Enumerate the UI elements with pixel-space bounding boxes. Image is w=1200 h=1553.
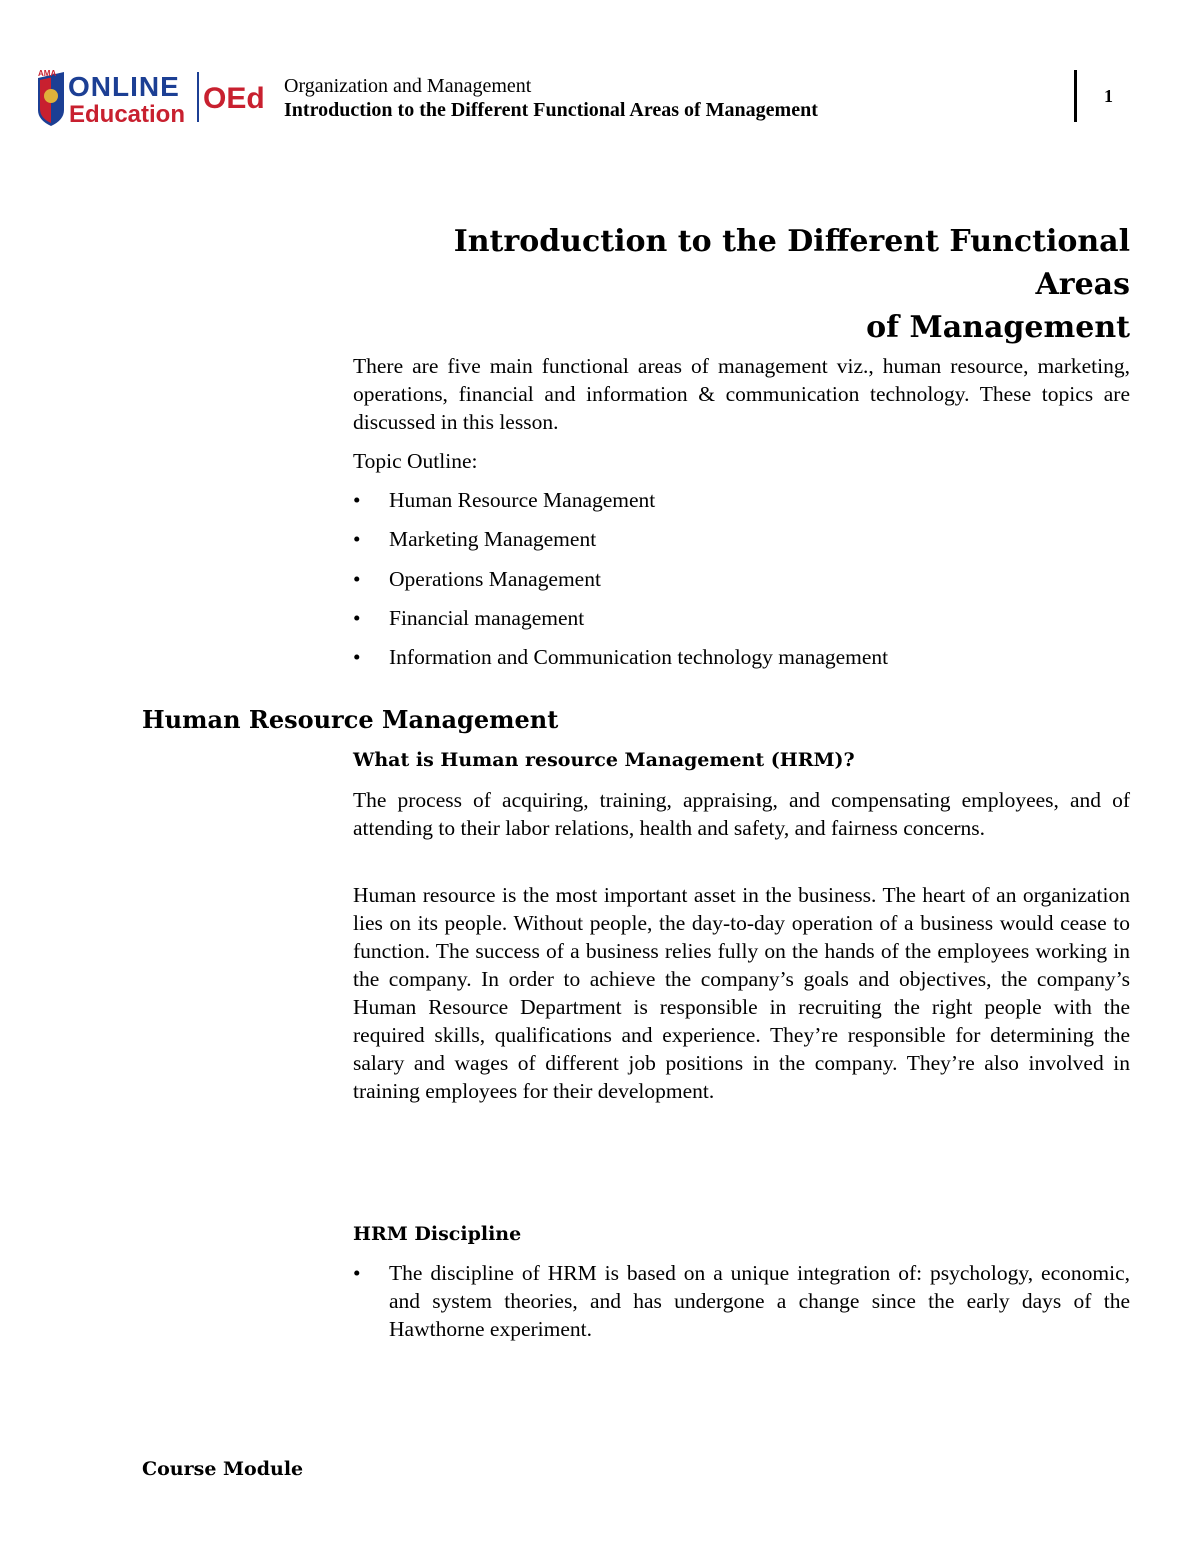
topic-outline-list bbox=[353, 486, 1130, 682]
page-header bbox=[36, 66, 1166, 130]
list-item: • Marketing Management bbox=[353, 525, 1130, 564]
footer-label: Course Module bbox=[142, 1458, 304, 1480]
list-item: • Financial management bbox=[353, 604, 1130, 643]
svg-text:OEd: OEd bbox=[203, 82, 265, 115]
topic-outline-label: Topic Outline: bbox=[353, 449, 478, 473]
hrm-paragraph bbox=[353, 881, 1130, 1105]
list-item: • The discipline of HRM is based on a unique integration of: psychology, economic, and system theories, and has undergone a change since the early days of the Hawthorne experiment. bbox=[353, 1259, 1130, 1343]
hrm-discipline-heading: HRM Discipline bbox=[353, 1223, 522, 1245]
hrm-discipline-list bbox=[353, 1259, 1130, 1343]
document-title-line1: Introduction to the Different Functional Areas bbox=[453, 224, 1130, 302]
course-name: Organization and Management bbox=[284, 75, 532, 97]
online-education-logo bbox=[36, 66, 272, 130]
hrm-paragraph-text: Human resource is the most important asset in the business. The heart of an organization lies on its people. Without people, the day-to-day operation of a business would cease to function. The success of a business relies fully on the hands of the employees working in the company. In order to achieve the company’s goals and objectives, the company’s Human Resource Department is responsible in recruiting the right people with the required skills, qualifications and experience. They’re responsible for determining the salary and wages of different job positions in the company. They’re also involved in training employees for their development. bbox=[353, 883, 1130, 1103]
hrm-definition-text: The process of acquiring, training, appraising, and compensating employees, and of attending to their labor relations, health and safety, and fairness concerns. bbox=[353, 788, 1130, 840]
list-item: • Information and Communication technology management bbox=[353, 643, 1130, 682]
section-heading-hrm: Human Resource Management bbox=[142, 705, 559, 734]
lesson-title: Introduction to the Different Functional Areas of Management bbox=[284, 99, 818, 121]
intro-text: There are five main functional areas of management viz., human resource, marketing, operations, financial and information & communication technology. These topics are discussed in this lesson. bbox=[353, 354, 1130, 434]
document-title bbox=[352, 220, 1130, 349]
intro-paragraph bbox=[353, 352, 1130, 436]
page-number: 1 bbox=[1104, 86, 1113, 106]
header-course-info bbox=[284, 74, 818, 122]
hrm-question-heading: What is Human resource Management (HRM)? bbox=[353, 749, 855, 771]
svg-text:AMA: AMA bbox=[38, 69, 57, 78]
document-title-line2: of Management bbox=[866, 310, 1130, 345]
list-item: • Operations Management bbox=[353, 565, 1130, 604]
list-item: • Human Resource Management bbox=[353, 486, 1130, 525]
topic-outline-label-block bbox=[353, 447, 1130, 475]
svg-text:Education: Education bbox=[69, 101, 186, 128]
svg-text:ONLINE: ONLINE bbox=[68, 71, 180, 102]
header-divider bbox=[1074, 70, 1077, 122]
hrm-definition bbox=[353, 786, 1130, 842]
